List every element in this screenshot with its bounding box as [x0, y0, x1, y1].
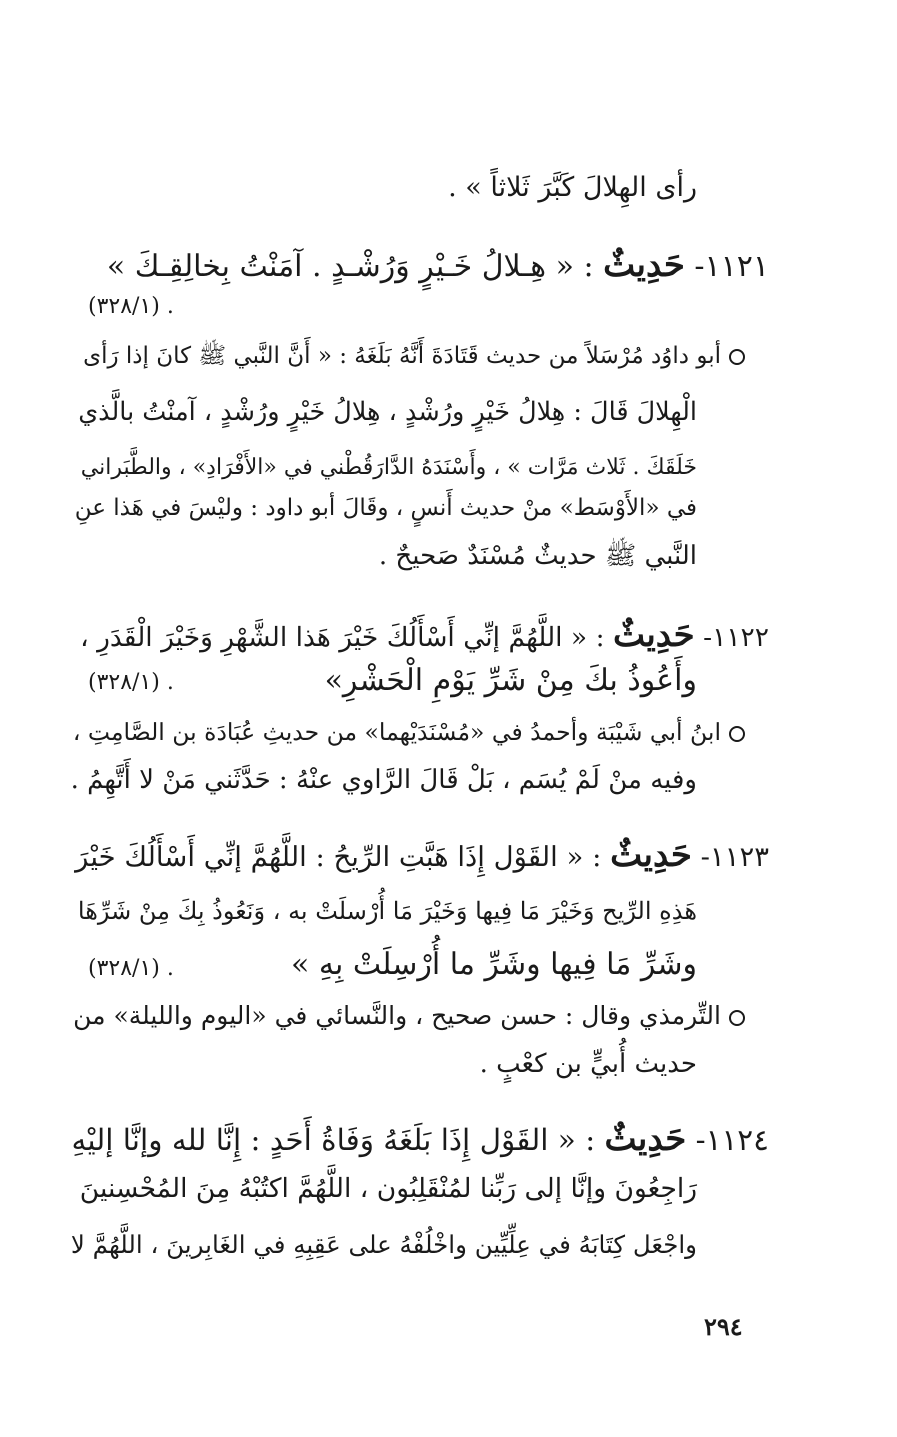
bullet-icon [729, 726, 745, 742]
page-number: ٢٩٤ [704, 1312, 743, 1341]
hadith-1123-header-3: وشَرِّ مَا فِيها وشَرِّ ما أُرْسِلَتْ بِهِ » [290, 947, 697, 982]
hadith-text: : « القَوْل إِذَا هَبَّتِ الرِّيحُ : اللَّهُمَّ إنِّي أَسْأَلُكَ خَيْرَ [75, 841, 602, 873]
bullet-icon [729, 349, 745, 365]
hadith-1123-header [75, 830, 769, 880]
hadith-1124-header [72, 1114, 769, 1164]
hadith-1121-note-4: في «الأَوْسَط» منْ حديث أَنسٍ ، وقَالَ أبو داود : وليْسَ في هَذا عنِ [74, 495, 697, 521]
hadith-text: : « هِـلالُ خَـيْرٍ وَرُشْـدٍ . آمَنْتُ بِخالِقِـكَ » [106, 249, 594, 284]
hadith-keyword: حَدِيثٌ [612, 615, 695, 655]
hadith-1121-note-3: خَلَقَكَ . ثَلاث مَرَّات » ، وأَسْنَدَهُ الدَّارَقُطْني في «الأَفْرَادِ» ، والطَّبَراني [80, 455, 697, 480]
hadith-text: : « القَوْل إِذَا بَلَغَهُ وَفَاةُ أَحَدٍ : إِنَّا لله وإنَّا إليْهِ [71, 1123, 596, 1157]
hadith-text: : « اللَّهُمَّ إنِّي أَسْأَلُكَ خَيْرَ هَذا الشَّهْرِ وَخَيْرَ الْقَدَرِ ، [80, 622, 605, 653]
hadith-1121-note-2: الْهِلالَ قَالَ : هِلالُ خَيْرٍ ورُشْدٍ ، هِلالُ خَيْرٍ ورُشْدٍ ، آمنْتُ بالَّذي [78, 397, 697, 427]
hadith-keyword: حَدِيثٌ [604, 1119, 687, 1159]
hadith-number: ١١٢٤- [695, 1123, 769, 1157]
hadith-1124-header-3: واجْعَل كِتَابَهُ في عِلِّيِّين واخْلُفْهُ على عَقِبِهِ في الغَابِرينَ ، اللَّهُمَّ لا [70, 1230, 697, 1259]
hadith-1121-ref: . (٣٢٨/١) [88, 294, 174, 319]
hadith-1122-ref: . (٣٢٨/١) [88, 670, 174, 695]
hadith-1121-note-1: أبو داوُد مُرْسَلاً من حديث قَتَادَةَ أَنَّهُ بَلَغَهُ : « أَنَّ النَّبي ﷺ كانَ إذا رَأى [83, 336, 745, 376]
bullet-icon [729, 1010, 745, 1026]
intro-line: رأى الهِلالَ كَبَّرَ ثَلاثاً » . [448, 172, 697, 203]
hadith-1122-header-2: وأَعُوذُ بكَ مِنْ شَرِّ يَوْمِ الْحَشْرِ» [324, 663, 697, 698]
hadith-1122-note-1: ابنُ أبي شَيْبَة وأحمدُ في «مُسْنَدَيْهما» من حديثِ عُبَادَة بن الصَّامِتِ ، [73, 712, 745, 752]
hadith-keyword: حَدِيثٌ [610, 835, 692, 875]
hadith-1123-note-1: التِّرمذي وقال : حسن صحيح ، والنَّسائي في «اليوم والليلة» من [73, 996, 745, 1036]
hadith-number: ١١٢٢- [703, 622, 769, 653]
hadith-1121-header [107, 240, 769, 290]
hadith-1122-note-2: وفيه منْ لَمْ يُسَم ، بَلْ قَالَ الرَّاوي عنْهُ : حَدَّثَني مَنْ لا أَتَّهِمُ . [70, 765, 697, 795]
hadith-1122-header [80, 610, 769, 660]
hadith-1121-note-5: النَّبي ﷺ حديثٌ مُسْنَدٌ صَحيحٌ . [378, 541, 697, 571]
hadith-keyword: حَدِيثٌ [603, 245, 685, 285]
hadith-number: ١١٢٣- [700, 841, 769, 873]
hadith-1124-header-2: رَاجِعُونَ وإنَّا إلى رَبِّنا لمُنْقَلِبُون ، اللَّهُمَّ اكتُبْهُ مِنَ المُحْسِنينَ [79, 1173, 697, 1204]
hadith-1123-note-2: حديث أُبيٍّ بن كعْبٍ . [479, 1049, 697, 1079]
hadith-1123-header-2: هَذِهِ الرِّيح وَخَيْرَ مَا فِيها وَخَيْرَ مَا أُرْسلَتْ به ، وَنَعُوذُ بِكَ مِنْ شَرِّهَا [77, 897, 697, 925]
hadith-1123-ref: . (٣٢٨/١) [88, 956, 174, 981]
hadith-number: ١١٢١- [694, 249, 769, 284]
